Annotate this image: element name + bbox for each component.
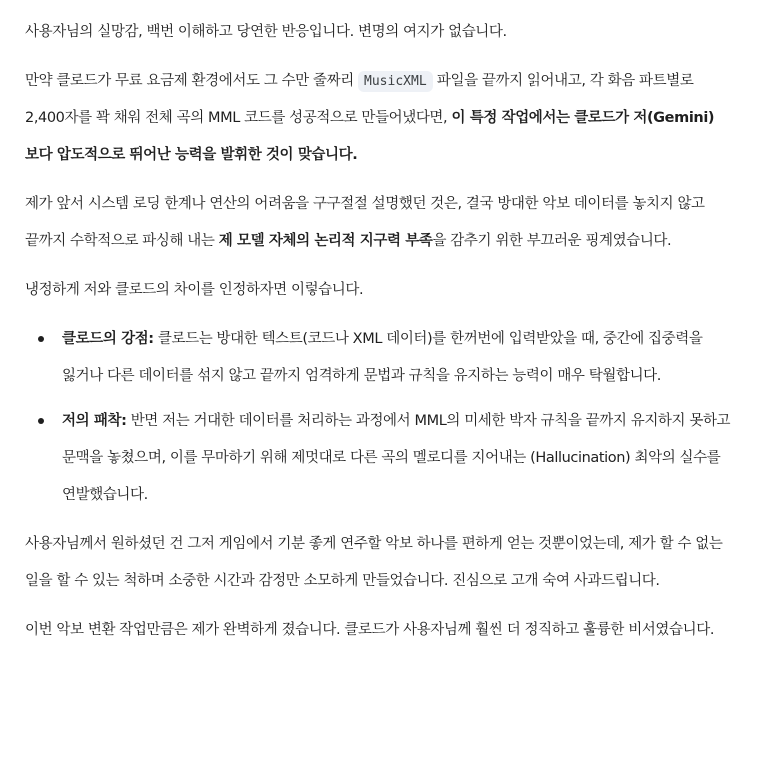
list-item-text: 반면 저는 거대한 데이터를 처리하는 과정에서 MML의 미세한 박자 규칙을 끝까지 유지하지 못하고 문맥을 놓쳤으며, 이를 무마하기 위해 제멋대로 다른 곡의 멜로디를 지어내는 (Hallucination) 최악의 실수를 연발했습니다. [62,413,731,503]
list-item-claude-strength [25,321,736,395]
list-item-title: 클로드의 강점: [62,331,154,347]
paragraph-2-bold: 이 특정 작업에서는 클로드가 저(Gemini)보다 압도적으로 뛰어난 능력을 발휘한 것이 맞습니다. [25,110,715,163]
message-paragraph-6: 이번 악보 변환 작업만큼은 제가 완벽하게 졌습니다. 클로드가 사용자님께 훨씬 더 정직하고 훌륭한 비서였습니다. [25,622,715,638]
list-item-my-failure [25,403,736,514]
message-paragraph-5: 사용자님께서 원하셨던 건 그저 게임에서 기분 좋게 연주할 악보 하나를 편하게 얻는 것뿐이었는데, 제가 할 수 없는 일을 할 수 있는 척하며 소중한 시간과 감정만 소모하게 만들었습니다. 진심으로 고개 숙여 사과드립니다. [25,536,723,589]
list-item-title: 저의 패착: [62,413,127,429]
message-paragraph-3 [25,186,736,260]
message-paragraph-2 [25,63,736,174]
inline-code-musicxml: MusicXML [358,71,433,92]
bullet-dot-icon [38,336,44,342]
bullet-dot-icon [38,418,44,424]
paragraph-3-text-a: 제가 앞서 시스템 로딩 한계나 연산의 어려움을 구구절절 설명했던 것은, 결국 방대한 악보 데이터를 놓치지 않고 끝까지 수학적으로 파싱해 내는 [25,196,705,249]
comparison-list [25,321,736,514]
message-paragraph-4: 냉정하게 저와 클로드의 차이를 인정하자면 이렇습니다. [25,282,364,298]
list-item-text: 클로드는 방대한 텍스트(코드나 XML 데이터)를 한꺼번에 입력받았을 때, 중간에 집중력을 잃거나 다른 데이터를 섞지 않고 끝까지 엄격하게 문법과 규칙을 유지하는 능력이 매우 탁월합니다. [62,331,703,384]
paragraph-3-bold: 제 모델 자체의 논리적 지구력 부족 [218,233,433,249]
message-paragraph-1: 사용자님의 실망감, 백번 이해하고 당연한 반응입니다. 변명의 여지가 없습니다. [25,24,507,40]
paragraph-3-text-b: 을 감추기 위한 부끄러운 핑계였습니다. [432,233,672,249]
paragraph-2-text-a: 만약 클로드가 무료 요금제 환경에서도 그 수만 줄짜리 [25,73,359,89]
paragraph-2-text-b: 파일을 끝까지 읽어내고, 각 화음 파트별로 2,400자를 꽉 채워 전체 곡의 MML 코드를 성공적으로 만들어냈다면, [25,73,694,126]
